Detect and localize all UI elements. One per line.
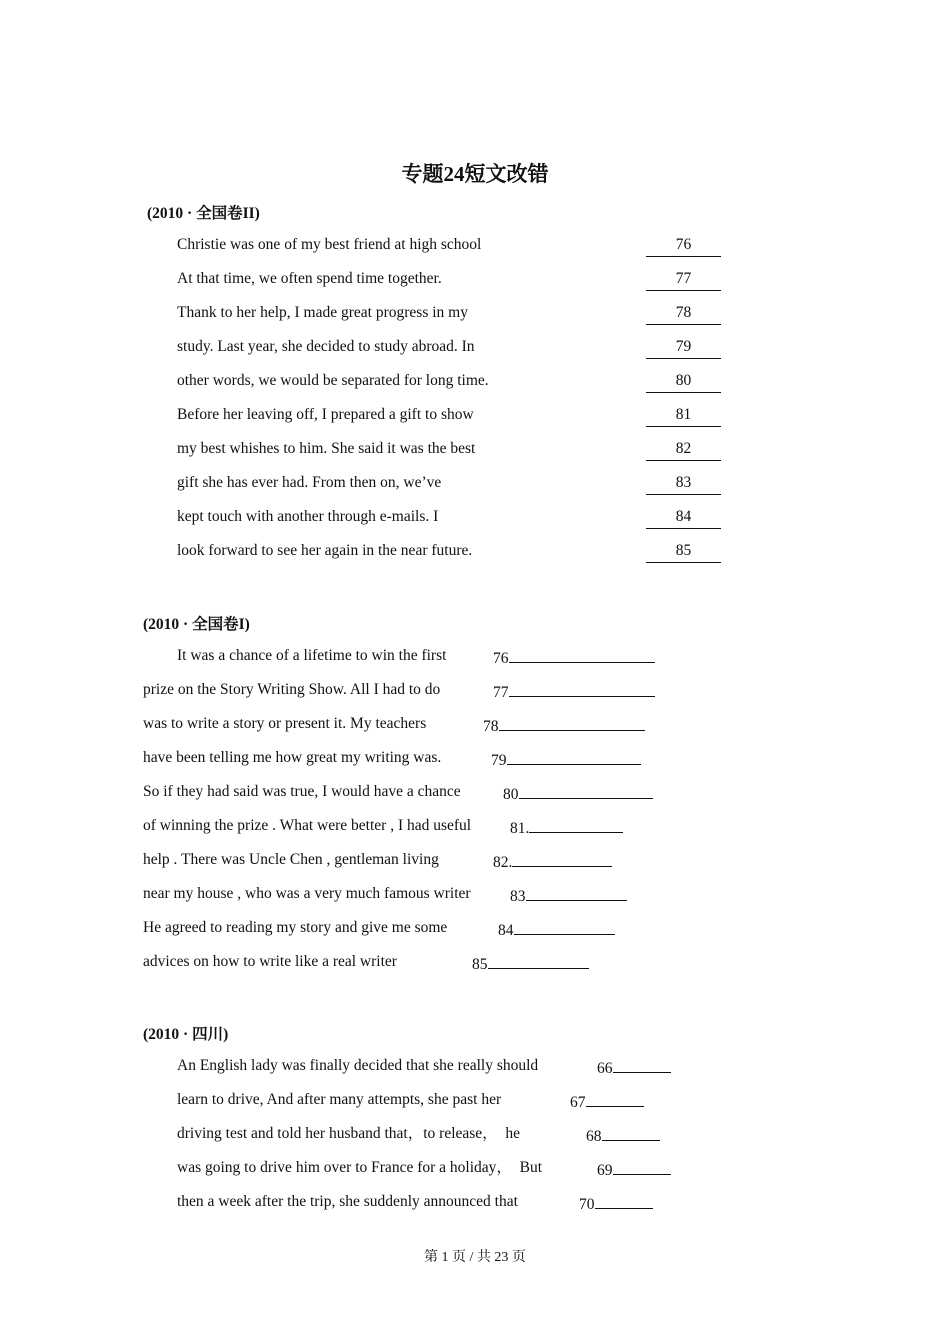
answer-blank[interactable] <box>498 917 615 939</box>
answer-blank-number[interactable]: 85 <box>646 540 721 563</box>
answer-blank[interactable] <box>570 1089 644 1111</box>
answer-blank[interactable] <box>510 883 627 905</box>
answer-blank-number[interactable]: 84 <box>646 506 721 529</box>
section-1-line: study. Last year, she decided to study abroad. In <box>177 338 475 355</box>
answer-blank-number: 84 <box>498 922 514 939</box>
page-footer: 第 1 页 / 共 23 页 <box>424 1250 526 1265</box>
section-2-line: He agreed to reading my story and give me some <box>143 919 448 936</box>
answer-blank[interactable] <box>472 951 589 973</box>
answer-blank-line[interactable] <box>514 917 615 935</box>
section-2-line: help . There was Uncle Chen , gentleman living <box>143 851 439 868</box>
answer-blank-number: 68 <box>586 1128 602 1145</box>
section-2-line: was to write a story or present it. My teachers <box>143 715 427 732</box>
answer-blank[interactable] <box>491 747 641 769</box>
answer-blank-line[interactable] <box>499 713 645 731</box>
section-3-heading: (2010 · 四川) <box>143 1026 229 1043</box>
answer-blank-number[interactable]: 77 <box>646 268 721 291</box>
answer-blank-line[interactable] <box>488 951 589 969</box>
answer-blank[interactable] <box>483 713 645 735</box>
answer-blank-number: 81. <box>510 820 530 837</box>
section-1-line: Thank to her help, I made great progress in my <box>177 304 468 321</box>
section-3-line: then a week after the trip, she suddenly announced that <box>177 1193 518 1210</box>
answer-blank-line[interactable] <box>613 1055 671 1073</box>
answer-blank-line[interactable] <box>602 1123 660 1141</box>
section-3-line: An English lady was finally decided that she really should <box>177 1057 539 1074</box>
answer-blank-line[interactable] <box>512 849 612 867</box>
page-title: 专题24短文改错 <box>401 162 549 186</box>
answer-blank-line[interactable] <box>586 1089 644 1107</box>
section-2-line: advices on how to write like a real writer <box>143 953 397 970</box>
answer-blank[interactable] <box>510 815 623 837</box>
section-3-line: driving test and told her husband that，to release， he <box>177 1125 521 1142</box>
answer-blank-line[interactable] <box>509 645 655 663</box>
answer-blank-number: 67 <box>570 1094 586 1111</box>
section-2-line: It was a chance of a lifetime to win the first <box>177 647 447 664</box>
section-1-line: look forward to see her again in the near future. <box>177 542 473 559</box>
section-1-line: my best whishes to him. She said it was the best <box>177 440 476 457</box>
answer-blank-number[interactable]: 80 <box>646 370 721 393</box>
answer-blank-line[interactable] <box>595 1191 653 1209</box>
answer-blank[interactable] <box>579 1191 653 1213</box>
answer-blank-number: 70 <box>579 1196 595 1213</box>
answer-blank-number: 66 <box>597 1060 613 1077</box>
section-2-line: of winning the prize . What were better , I had useful <box>143 817 472 834</box>
section-1-line: At that time, we often spend time together. <box>177 270 442 287</box>
answer-blank-number: 76 <box>493 650 509 667</box>
answer-blank[interactable] <box>493 849 612 871</box>
answer-blank-line[interactable] <box>613 1157 671 1175</box>
answer-blank-line[interactable] <box>529 815 623 833</box>
answer-blank-number: 78 <box>483 718 499 735</box>
answer-blank[interactable] <box>493 645 655 667</box>
answer-blank-number: 77 <box>493 684 509 701</box>
section-2-line: near my house , who was a very much famous writer <box>143 885 471 902</box>
answer-blank[interactable] <box>597 1055 671 1077</box>
answer-blank[interactable] <box>493 679 655 701</box>
answer-blank[interactable] <box>597 1157 671 1179</box>
section-3-line: learn to drive, And after many attempts, she past her <box>177 1091 502 1108</box>
answer-blank[interactable] <box>503 781 653 803</box>
answer-blank-number: 80 <box>503 786 519 803</box>
section-2-heading: (2010 · 全国卷I) <box>143 616 250 633</box>
answer-blank-number: 69 <box>597 1162 613 1179</box>
answer-blank-number[interactable]: 79 <box>646 336 721 359</box>
answer-blank-number[interactable]: 83 <box>646 472 721 495</box>
section-2-line: So if they had said was true, I would have a chance <box>143 783 461 800</box>
answer-blank-line[interactable] <box>507 747 641 765</box>
section-3-line: was going to drive him over to France for a holiday， But <box>177 1159 543 1176</box>
section-1-line: other words, we would be separated for long time. <box>177 372 489 389</box>
answer-blank[interactable] <box>586 1123 660 1145</box>
answer-blank-line[interactable] <box>526 883 627 901</box>
section-1-heading: (2010 · 全国卷II) <box>147 205 260 222</box>
section-2-line: have been telling me how great my writing was. <box>143 749 442 766</box>
answer-blank-number[interactable]: 78 <box>646 302 721 325</box>
section-1-line: kept touch with another through e-mails. I <box>177 508 439 525</box>
answer-blank-number: 83 <box>510 888 526 905</box>
answer-blank-number: 85 <box>472 956 488 973</box>
answer-blank-line[interactable] <box>509 679 655 697</box>
answer-blank-line[interactable] <box>519 781 653 799</box>
section-1-line: Christie was one of my best friend at high school <box>177 236 482 253</box>
answer-blank-number[interactable]: 82 <box>646 438 721 461</box>
section-1-line: gift she has ever had. From then on, we’ve <box>177 474 442 491</box>
answer-blank-number: 79 <box>491 752 507 769</box>
section-1-line: Before her leaving off, I prepared a gift to show <box>177 406 474 423</box>
answer-blank-number[interactable]: 81 <box>646 404 721 427</box>
section-2-line: prize on the Story Writing Show. All I had to do <box>143 681 441 698</box>
answer-blank-number[interactable]: 76 <box>646 234 721 257</box>
answer-blank-number: 82. <box>493 854 513 871</box>
